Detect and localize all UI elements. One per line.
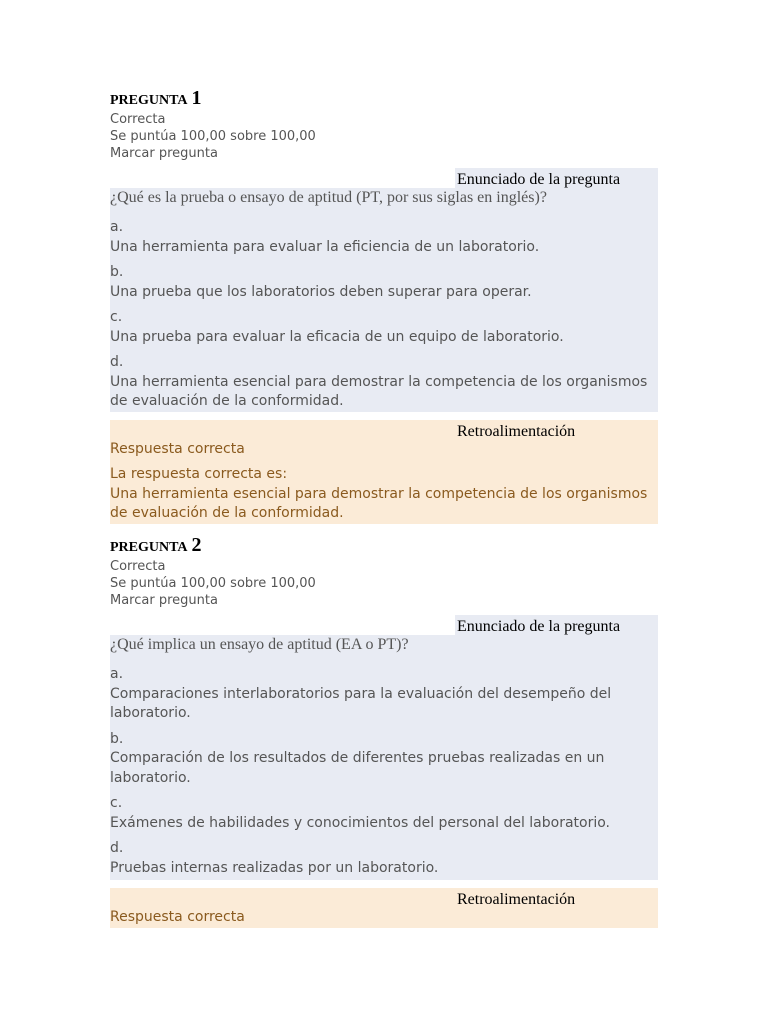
statement-box	[110, 188, 658, 412]
feedback-box	[110, 908, 658, 928]
option-text: Pruebas internas realizadas por un laboratorio.	[110, 859, 439, 876]
option-text: Una herramienta esencial para demostrar la competencia de los organismos de evaluación de la conformidad.	[110, 373, 648, 409]
question-label: PREGUNTA	[110, 540, 188, 555]
option-text: Exámenes de habilidades y conocimientos del personal del laboratorio.	[110, 814, 611, 831]
question-block-1	[110, 88, 658, 524]
question-title	[110, 88, 658, 108]
answer-option-a[interactable]	[110, 665, 658, 724]
feedback-header	[110, 420, 658, 440]
feedback-box	[110, 440, 658, 524]
feedback-header-label: Retroalimentación	[457, 891, 576, 908]
option-letter: a.	[110, 666, 124, 682]
question-score: Se puntúa 100,00 sobre 100,00	[110, 576, 316, 591]
flag-question-link[interactable]: Marcar pregunta	[110, 146, 218, 161]
option-letter: c.	[110, 795, 123, 811]
question-label: PREGUNTA	[110, 93, 188, 108]
question-status: Correcta	[110, 112, 166, 127]
statement-header-label: Enunciado de la pregunta	[457, 618, 621, 635]
flag-question-link[interactable]: Marcar pregunta	[110, 593, 218, 608]
option-text: Una prueba para evaluar la eficacia de un equipo de laboratorio.	[110, 328, 564, 345]
answer-option-a[interactable]	[110, 218, 658, 257]
question-status: Correcta	[110, 559, 166, 574]
feedback-intro: La respuesta correcta es:	[110, 466, 288, 482]
option-letter: d.	[110, 354, 124, 370]
answer-option-b[interactable]	[110, 730, 658, 789]
option-text: Una prueba que los laboratorios deben superar para operar.	[110, 283, 532, 300]
option-text: Comparación de los resultados de diferentes pruebas realizadas en un laboratorio.	[110, 750, 605, 786]
answer-option-d[interactable]	[110, 353, 658, 412]
question-text: ¿Qué implica un ensayo de aptitud (EA o PT)?	[110, 636, 409, 653]
feedback-header-label: Retroalimentación	[457, 422, 576, 440]
question-text: ¿Qué es la prueba o ensayo de aptitud (PT, por sus siglas en inglés)?	[110, 189, 547, 206]
option-letter: d.	[110, 840, 124, 856]
feedback-result: Respuesta correcta	[110, 440, 245, 457]
question-title	[110, 535, 658, 555]
statement-header-label: Enunciado de la pregunta	[457, 171, 621, 188]
answer-option-d[interactable]	[110, 839, 658, 880]
question-number: 1	[191, 87, 202, 109]
feedback-header	[110, 888, 658, 908]
question-number: 2	[191, 534, 202, 556]
option-text: Comparaciones interlaboratorios para la evaluación del desempeño del laboratorio.	[110, 685, 612, 721]
feedback-answer: Una herramienta esencial para demostrar la competencia de los organismos de evaluación de la conformidad.	[110, 485, 648, 521]
option-letter: b.	[110, 730, 124, 747]
question-block-2	[110, 535, 658, 928]
statement-box	[110, 635, 658, 880]
feedback-result: Respuesta correcta	[110, 909, 245, 925]
option-letter: a.	[110, 219, 124, 235]
option-letter: b.	[110, 264, 124, 280]
answer-option-c[interactable]	[110, 308, 658, 347]
option-letter: c.	[110, 309, 123, 325]
statement-header	[455, 168, 658, 188]
statement-header	[455, 615, 658, 635]
answer-option-b[interactable]	[110, 263, 658, 302]
option-text: Una herramienta para evaluar la eficiencia de un laboratorio.	[110, 238, 540, 255]
question-score: Se puntúa 100,00 sobre 100,00	[110, 129, 316, 144]
answer-option-c[interactable]	[110, 794, 658, 833]
